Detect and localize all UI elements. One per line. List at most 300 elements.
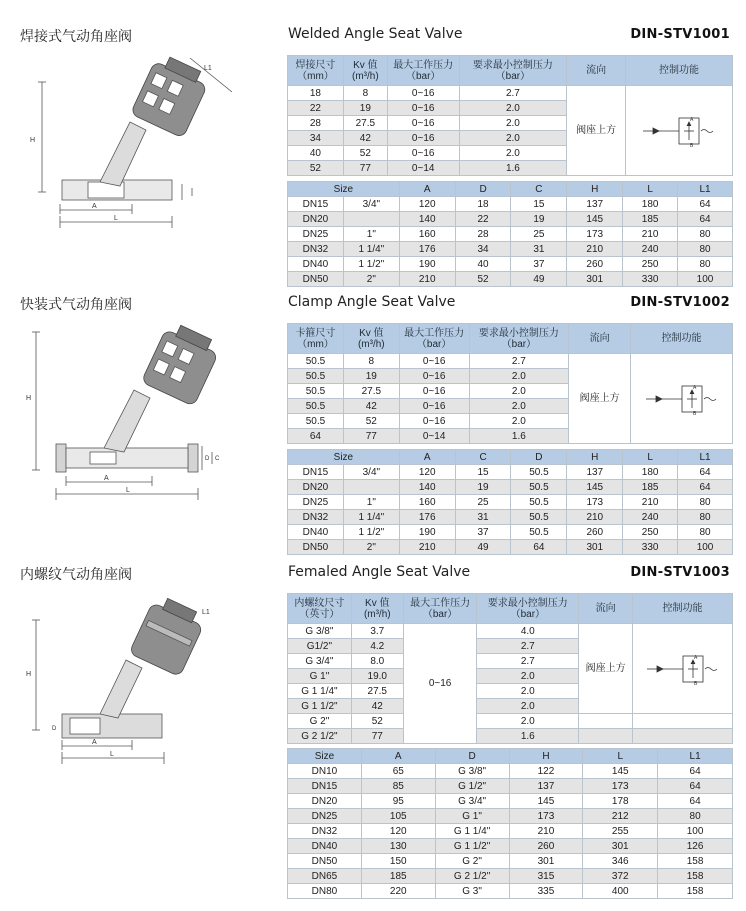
cell: 65 xyxy=(361,764,435,779)
cell: 64 xyxy=(678,197,733,212)
cell: 330 xyxy=(623,540,678,555)
col-header: 要求最小控制压力 （bar） xyxy=(477,594,579,624)
dim-h-label: H xyxy=(30,137,36,144)
cell: 2.0 xyxy=(459,101,567,116)
cell: G 2" xyxy=(288,714,352,729)
col-header: 控制功能 xyxy=(631,324,733,354)
cell: DN20 xyxy=(288,794,362,809)
cell: 1 1/2" xyxy=(343,525,399,540)
cell: 2.7 xyxy=(459,86,567,101)
cell: 1.6 xyxy=(477,729,579,744)
cell: G 1 1/4" xyxy=(435,824,509,839)
cell: 185 xyxy=(623,480,678,495)
cell: DN25 xyxy=(288,227,344,242)
welded-valve-drawing xyxy=(22,52,232,232)
cell: 240 xyxy=(623,510,678,525)
cell: 2.0 xyxy=(469,384,569,399)
cell: 105 xyxy=(361,809,435,824)
cell: 0~16 xyxy=(387,116,459,131)
cell: 25 xyxy=(455,495,511,510)
cell: 2.0 xyxy=(477,714,579,729)
table-row xyxy=(288,257,733,272)
max-pressure: 0~16 xyxy=(403,624,477,744)
cell: 0~16 xyxy=(399,354,469,369)
col-header: L1 xyxy=(678,182,733,197)
cell: 2.0 xyxy=(459,116,567,131)
col-header: L xyxy=(623,450,678,465)
cell: 77 xyxy=(343,429,399,444)
cell: 52 xyxy=(455,272,511,287)
cell: 52 xyxy=(288,161,344,176)
cell: 42 xyxy=(351,699,403,714)
symbol-a-label: A xyxy=(693,654,697,661)
cell: 15 xyxy=(511,197,567,212)
table-row xyxy=(288,227,733,242)
cell: 100 xyxy=(658,824,733,839)
cell: 2.0 xyxy=(469,399,569,414)
cell: 40 xyxy=(455,257,511,272)
cell: 210 xyxy=(509,824,583,839)
cell: 1 1/4" xyxy=(343,242,399,257)
cell: 0~14 xyxy=(399,429,469,444)
col-header: Kv 值 (m³/h) xyxy=(351,594,403,624)
cell: 176 xyxy=(399,510,455,525)
cell: 50.5 xyxy=(288,354,344,369)
cell: 64 xyxy=(511,540,567,555)
table-row xyxy=(288,764,733,779)
cell: 145 xyxy=(567,212,623,227)
col-header: D xyxy=(435,749,509,764)
cell: G 3/4" xyxy=(288,654,352,669)
col-header: 内螺纹尺寸 （英寸） xyxy=(288,594,352,624)
cell: 4.0 xyxy=(477,624,579,639)
cell: 330 xyxy=(623,272,678,287)
cell: 301 xyxy=(567,272,623,287)
table-row xyxy=(288,86,733,101)
control-function-symbol xyxy=(631,354,733,444)
cell: 173 xyxy=(567,227,623,242)
size-table xyxy=(287,181,733,287)
cell: 400 xyxy=(583,884,658,899)
col-header: L1 xyxy=(678,450,733,465)
cell: 120 xyxy=(361,824,435,839)
cell: 31 xyxy=(455,510,511,525)
cell: 52 xyxy=(343,146,387,161)
cell: 137 xyxy=(567,465,623,480)
cell: 160 xyxy=(399,495,455,510)
cell: 2.7 xyxy=(469,354,569,369)
col-header: 最大工作压力 （bar） xyxy=(387,56,459,86)
control-function-symbol xyxy=(626,86,733,176)
cell: G 1 1/2" xyxy=(288,699,352,714)
table-row xyxy=(288,714,733,729)
cell: 120 xyxy=(399,465,455,480)
cell: 19 xyxy=(343,369,399,384)
col-header: A xyxy=(399,450,455,465)
cell: G 2" xyxy=(435,854,509,869)
cell: 64 xyxy=(658,794,733,809)
col-header: Kv 值 (m³/h) xyxy=(343,324,399,354)
cell: 0~16 xyxy=(387,101,459,116)
cell: 145 xyxy=(583,764,658,779)
flow-direction: 阀座上方 xyxy=(569,354,631,444)
table-row xyxy=(288,480,733,495)
section-cn-title: 焊接式气动角座阀 xyxy=(20,29,132,45)
dim-l-label: L xyxy=(126,487,130,494)
cell: 19 xyxy=(511,212,567,227)
cell: DN20 xyxy=(288,480,344,495)
col-header: 控制功能 xyxy=(626,56,733,86)
col-header: D xyxy=(455,182,511,197)
cell: 120 xyxy=(399,197,455,212)
valve-symbol-icon xyxy=(642,382,722,416)
cell: 372 xyxy=(583,869,658,884)
table-row xyxy=(288,525,733,540)
cell: G 1" xyxy=(435,809,509,824)
cell: 18 xyxy=(288,86,344,101)
cell: 140 xyxy=(399,212,455,227)
model-code: DIN-STV1001 xyxy=(630,27,730,42)
cell: 19 xyxy=(455,480,511,495)
cell: 185 xyxy=(623,212,678,227)
cell: 2.0 xyxy=(469,414,569,429)
control-function-symbol xyxy=(633,624,733,714)
col-header: A xyxy=(361,749,435,764)
cell: 19.0 xyxy=(351,669,403,684)
cell: 52 xyxy=(343,414,399,429)
cell: 2.0 xyxy=(469,369,569,384)
cell: G 1/2" xyxy=(435,779,509,794)
section-en-title: Welded Angle Seat Valve xyxy=(288,26,463,42)
cell: 130 xyxy=(361,839,435,854)
col-header: Size xyxy=(288,450,400,465)
col-header: L xyxy=(583,749,658,764)
cell: G 1 1/2" xyxy=(435,839,509,854)
cell: 100 xyxy=(678,540,733,555)
table-row xyxy=(288,794,733,809)
table-row xyxy=(288,465,733,480)
model-code: DIN-STV1003 xyxy=(630,565,730,580)
cell: 64 xyxy=(288,429,344,444)
cell: 260 xyxy=(509,839,583,854)
cell: 50.5 xyxy=(511,495,567,510)
cell: DN32 xyxy=(288,824,362,839)
model-code: DIN-STV1002 xyxy=(630,295,730,310)
cell: 50.5 xyxy=(288,414,344,429)
spec-table xyxy=(287,593,733,744)
section-cn-title: 快装式气动角座阀 xyxy=(20,297,132,313)
cell: 85 xyxy=(361,779,435,794)
cell: 346 xyxy=(583,854,658,869)
cell: 301 xyxy=(583,839,658,854)
cell: 158 xyxy=(658,854,733,869)
cell: 2.0 xyxy=(459,146,567,161)
size-table xyxy=(287,748,733,899)
table-row xyxy=(288,242,733,257)
symbol-b-label: B xyxy=(693,680,697,686)
cell: 1.6 xyxy=(459,161,567,176)
cell: 2.7 xyxy=(477,639,579,654)
section-cn-title: 内螺纹气动角座阀 xyxy=(20,567,132,583)
cell: 50.5 xyxy=(511,525,567,540)
col-header: 最大工作压力 （bar） xyxy=(399,324,469,354)
col-header: H xyxy=(567,182,623,197)
col-header: 焊接尺寸 （mm） xyxy=(288,56,344,86)
cell: DN32 xyxy=(288,510,344,525)
cell: G 1" xyxy=(288,669,352,684)
cell: 2.7 xyxy=(477,654,579,669)
cell: 173 xyxy=(583,779,658,794)
cell: 0~16 xyxy=(387,131,459,146)
cell: 335 xyxy=(509,884,583,899)
cell: 210 xyxy=(623,227,678,242)
cell: 173 xyxy=(567,495,623,510)
table-row xyxy=(288,869,733,884)
cell: 126 xyxy=(658,839,733,854)
cell: 49 xyxy=(511,272,567,287)
cell: 27.5 xyxy=(351,684,403,699)
dim-l1-label: L1 xyxy=(204,65,212,72)
cell: 4.2 xyxy=(351,639,403,654)
cell: 37 xyxy=(455,525,511,540)
dim-a-label: A xyxy=(104,475,109,482)
cell: 77 xyxy=(343,161,387,176)
cell: 250 xyxy=(623,257,678,272)
cell: 64 xyxy=(678,465,733,480)
cell: 22 xyxy=(455,212,511,227)
cell: 0~16 xyxy=(387,86,459,101)
cell: 0~14 xyxy=(387,161,459,176)
col-header: 流向 xyxy=(569,324,631,354)
cell: DN25 xyxy=(288,495,344,510)
cell: 160 xyxy=(399,227,455,242)
table-row xyxy=(288,854,733,869)
col-header: 要求最小控制压力 （bar） xyxy=(459,56,567,86)
dim-l1-label: L1 xyxy=(202,609,210,616)
cell: 1" xyxy=(343,227,399,242)
cell: 100 xyxy=(678,272,733,287)
cell: 64 xyxy=(678,212,733,227)
cell: 3/4" xyxy=(343,197,399,212)
empty-cell xyxy=(579,729,633,744)
cell: G 1 1/4" xyxy=(288,684,352,699)
cell: 64 xyxy=(658,764,733,779)
dim-l-label: L xyxy=(110,751,114,758)
cell: 2.0 xyxy=(477,684,579,699)
cell: 80 xyxy=(678,525,733,540)
cell xyxy=(343,480,399,495)
flow-direction: 阀座上方 xyxy=(579,624,633,714)
col-header: C xyxy=(455,450,511,465)
cell: DN15 xyxy=(288,197,344,212)
table-row xyxy=(288,495,733,510)
col-header: 卡箍尺寸 （mm） xyxy=(288,324,344,354)
table-row xyxy=(288,354,733,369)
cell: DN40 xyxy=(288,257,344,272)
cell: 180 xyxy=(623,465,678,480)
symbol-a-label: A xyxy=(690,116,694,123)
dim-h-label: H xyxy=(26,395,32,402)
valve-symbol-icon xyxy=(639,114,719,148)
cell: 25 xyxy=(511,227,567,242)
cell: 176 xyxy=(399,242,455,257)
cell: 34 xyxy=(455,242,511,257)
section-female-thread xyxy=(0,560,746,911)
cell: 178 xyxy=(583,794,658,809)
col-header: 最大工作压力 （bar） xyxy=(403,594,477,624)
cell: G 2 1/2" xyxy=(288,729,352,744)
col-header: L xyxy=(623,182,678,197)
cell: 2" xyxy=(343,540,399,555)
col-header: Size xyxy=(288,182,400,197)
cell: 15 xyxy=(455,465,511,480)
cell: G 3" xyxy=(435,884,509,899)
cell: 50.5 xyxy=(511,510,567,525)
cell: DN65 xyxy=(288,869,362,884)
cell: 37 xyxy=(511,257,567,272)
cell: 0~16 xyxy=(399,369,469,384)
col-header: Kv 值 (m³/h) xyxy=(343,56,387,86)
cell: 212 xyxy=(583,809,658,824)
cell: DN15 xyxy=(288,465,344,480)
cell: 1" xyxy=(343,495,399,510)
cell: 255 xyxy=(583,824,658,839)
cell: 50.5 xyxy=(288,369,344,384)
cell: 137 xyxy=(567,197,623,212)
dim-d-label: D xyxy=(52,726,57,732)
cell: 1.6 xyxy=(469,429,569,444)
cell: 34 xyxy=(288,131,344,146)
cell: DN40 xyxy=(288,525,344,540)
cell: 22 xyxy=(288,101,344,116)
table-row xyxy=(288,824,733,839)
cell: 315 xyxy=(509,869,583,884)
cell: 0~16 xyxy=(399,414,469,429)
dim-l-label: L xyxy=(114,215,118,222)
cell: 260 xyxy=(567,257,623,272)
cell: 52 xyxy=(351,714,403,729)
col-header: H xyxy=(567,450,623,465)
cell: 42 xyxy=(343,399,399,414)
section-clamp xyxy=(0,290,746,560)
table-row xyxy=(288,540,733,555)
cell: 150 xyxy=(361,854,435,869)
cell: DN80 xyxy=(288,884,362,899)
cell: 50.5 xyxy=(288,384,344,399)
cell: 95 xyxy=(361,794,435,809)
cell: 28 xyxy=(288,116,344,131)
cell: 31 xyxy=(511,242,567,257)
dim-a-label: A xyxy=(92,203,97,210)
cell: 80 xyxy=(678,227,733,242)
col-header: 流向 xyxy=(567,56,626,86)
section-welded xyxy=(0,0,746,290)
cell: 80 xyxy=(678,495,733,510)
col-header: L1 xyxy=(658,749,733,764)
cell: 80 xyxy=(678,510,733,525)
cell: 80 xyxy=(678,242,733,257)
flow-direction: 阀座上方 xyxy=(567,86,626,176)
dim-a-label: A xyxy=(92,739,97,746)
col-header: 要求最小控制压力 （bar） xyxy=(469,324,569,354)
cell: G 3/8" xyxy=(435,764,509,779)
spec-table xyxy=(287,55,733,176)
size-table xyxy=(287,449,733,555)
cell: 158 xyxy=(658,884,733,899)
cell: 2.0 xyxy=(477,669,579,684)
cell: 19 xyxy=(343,101,387,116)
section-en-title: Clamp Angle Seat Valve xyxy=(288,294,456,310)
cell: 301 xyxy=(509,854,583,869)
cell: DN32 xyxy=(288,242,344,257)
empty-cell xyxy=(633,714,733,729)
spec-table xyxy=(287,323,733,444)
symbol-b-label: B xyxy=(690,142,694,148)
cell: 190 xyxy=(399,257,455,272)
col-header: D xyxy=(511,450,567,465)
cell: DN50 xyxy=(288,540,344,555)
dim-d-label: D xyxy=(205,456,210,462)
cell: 185 xyxy=(361,869,435,884)
cell: DN10 xyxy=(288,764,362,779)
table-row xyxy=(288,624,733,639)
empty-cell xyxy=(579,714,633,729)
cell: G 3/4" xyxy=(435,794,509,809)
valve-symbol-icon xyxy=(643,652,723,686)
cell: 210 xyxy=(567,510,623,525)
cell: 49 xyxy=(455,540,511,555)
cell: DN15 xyxy=(288,779,362,794)
table-row xyxy=(288,839,733,854)
cell: 173 xyxy=(509,809,583,824)
cell: 210 xyxy=(399,272,455,287)
symbol-a-label: A xyxy=(692,384,696,391)
cell: 250 xyxy=(623,525,678,540)
cell: 210 xyxy=(567,242,623,257)
cell: 1 1/2" xyxy=(343,257,399,272)
table-row xyxy=(288,809,733,824)
col-header: A xyxy=(399,182,455,197)
cell: 40 xyxy=(288,146,344,161)
cell: 158 xyxy=(658,869,733,884)
cell: 64 xyxy=(658,779,733,794)
col-header: C xyxy=(511,182,567,197)
cell: 260 xyxy=(567,525,623,540)
table-row xyxy=(288,779,733,794)
cell: 1 1/4" xyxy=(343,510,399,525)
col-header: Size xyxy=(288,749,362,764)
clamp-valve-drawing xyxy=(22,320,232,510)
cell: 240 xyxy=(623,242,678,257)
cell: 140 xyxy=(399,480,455,495)
cell: DN40 xyxy=(288,839,362,854)
cell: 2" xyxy=(343,272,399,287)
cell: DN20 xyxy=(288,212,344,227)
cell: 64 xyxy=(678,480,733,495)
cell: 80 xyxy=(658,809,733,824)
table-row xyxy=(288,212,733,227)
section-en-title: Femaled Angle Seat Valve xyxy=(288,564,471,580)
cell: DN25 xyxy=(288,809,362,824)
dim-h-label: H xyxy=(26,671,32,678)
cell xyxy=(343,212,399,227)
col-header: H xyxy=(509,749,583,764)
cell: 27.5 xyxy=(343,384,399,399)
cell: 27.5 xyxy=(343,116,387,131)
col-header: 流向 xyxy=(579,594,633,624)
cell: 210 xyxy=(623,495,678,510)
cell: 8 xyxy=(343,354,399,369)
